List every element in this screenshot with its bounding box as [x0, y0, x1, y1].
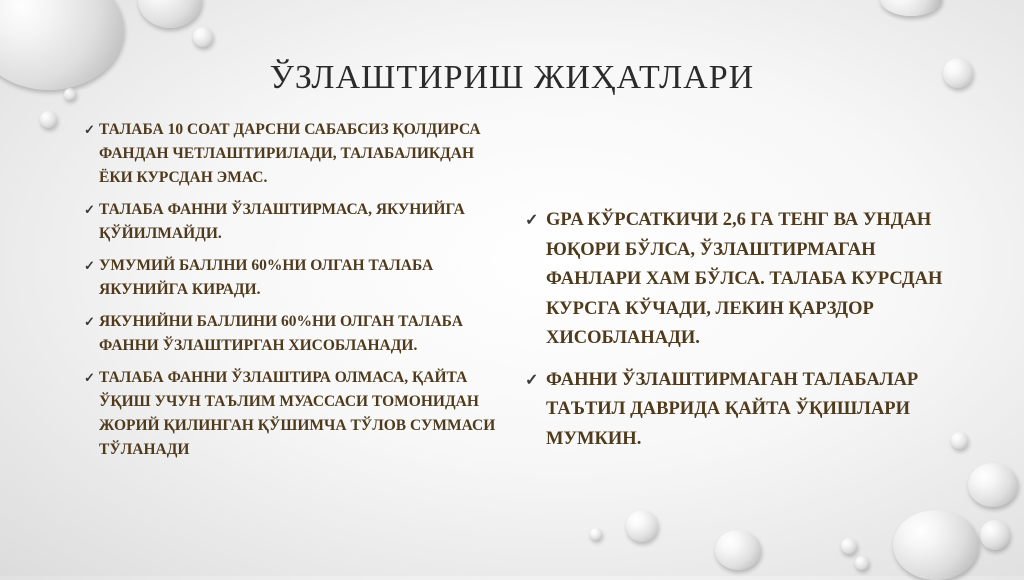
checkmark-icon: ✓	[84, 122, 95, 137]
checkmark-icon: ✓	[84, 258, 95, 273]
left-bullet-list	[84, 118, 504, 470]
checkmark-icon: ✓	[84, 202, 95, 217]
water-drop-decoration	[855, 556, 869, 570]
list-item-text: ТАЛАБА ФАННИ ЎЗЛАШТИРА ОЛМАСА, ҚАЙТА ЎҚИШ УЧУН ТАЪЛИМ МУАССАСИ ТОМОНИДАН ЖОРИЙ ҚИЛИНГАН ҚЎШИМЧА ТЎЛОВ СУММАСИ ТЎЛАНАДИ	[99, 369, 496, 458]
checkmark-icon: ✓	[525, 212, 539, 229]
slide-title: ЎЗЛАШТИРИШ ЖИҲАТЛАРИ	[269, 58, 755, 96]
water-drop-decoration	[715, 530, 761, 570]
list-item	[84, 366, 504, 462]
water-drop-decoration	[40, 111, 57, 128]
list-item-text: ТАЛАБА 10 СОАТ ДАРСНИ САБАБСИЗ ҚОЛДИРСА ФАНДАН ЧЕТЛАШТИРИЛАДИ, ТАЛАБАЛИКДАН ЁКИ КУРСДАН ЭМАС.	[99, 121, 481, 186]
water-drop-decoration	[590, 528, 602, 540]
water-drop-decoration	[980, 520, 1010, 550]
water-drop-decoration	[193, 27, 213, 47]
list-item	[84, 198, 504, 246]
list-item-text: ФАННИ ЎЗЛАШТИРМАГАН ТАЛАБАЛАР ТАЪТИЛ ДАВРИДА ҚАЙТА ЎҚИШЛАРИ МУМКИН.	[546, 369, 919, 449]
checkmark-icon: ✓	[525, 371, 539, 389]
list-item	[84, 118, 504, 190]
list-item	[525, 366, 965, 455]
water-drop-decoration	[841, 538, 857, 554]
list-item	[84, 310, 504, 358]
list-item-text: ЯКУНИЙНИ БАЛЛИНИ 60%НИ ОЛГАН ТАЛАБА ФАННИ ЎЗЛАШТИРГАН ХИСОБЛАНАДИ.	[99, 313, 463, 354]
list-item-text: ТАЛАБА ФАННИ ЎЗЛАШТИРМАСА, ЯКУНИЙГА ҚЎЙИЛМАЙДИ.	[99, 201, 465, 242]
water-drop-decoration	[626, 510, 658, 542]
checkmark-icon: ✓	[84, 314, 95, 329]
water-drop-decoration	[968, 463, 1018, 507]
list-item-text: УМУМИЙ БАЛЛНИ 60%НИ ОЛГАН ТАЛАБА ЯКУНИЙГА КИРАДИ.	[99, 257, 434, 298]
list-item-text: GPA КЎРСАТКИЧИ 2,6 ГА ТЕНГ ВА УНДАН ЮҚОРИ БЎЛСА, ЎЗЛАШТИРМАГАН ФАНЛАРИ ХАМ БЎЛСА. ТАЛАБА КУРСДАН КУРСГА КЎЧАДИ, ЛЕКИН ҚАРЗДОР ХИСОБЛАНАДИ.	[546, 210, 943, 348]
list-item	[84, 254, 504, 302]
water-drop-decoration	[893, 510, 979, 580]
checkmark-icon: ✓	[84, 370, 95, 385]
water-drop-decoration	[880, 0, 942, 16]
water-drop-decoration	[138, 0, 202, 28]
list-item	[525, 206, 965, 354]
right-bullet-list	[525, 206, 965, 466]
